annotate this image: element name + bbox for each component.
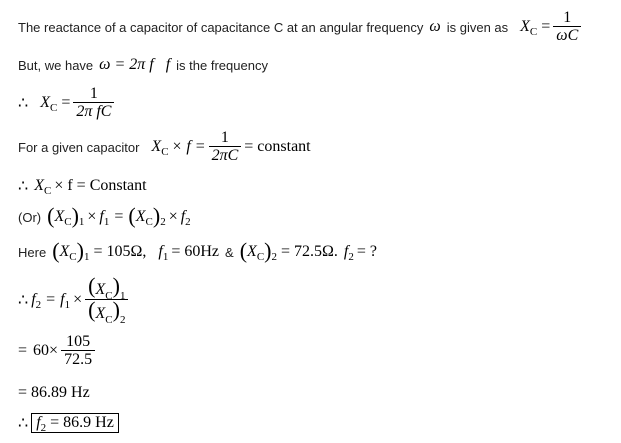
equals-sign: = [541,18,551,35]
reactance-symbol: X [151,138,162,155]
here-text: Here [18,244,47,260]
equals-sign: = [114,208,124,225]
reactance-symbol: X [34,177,44,194]
ampersand: & [225,244,234,260]
line-given-capacitor [18,130,311,164]
line-xc-substituted [18,86,117,120]
fraction-numerator: 1 [220,129,229,146]
fraction-105-over-72-5: $\frac{105}{72.5}$ [61,334,95,368]
reactance-subscript: C [43,185,52,197]
subscript-one: 1 [78,216,85,228]
but-we-have-text: But, we have [18,57,94,73]
f2-unknown: = ? [356,243,377,260]
given-capacitor-text: For a given capacitor [18,139,140,155]
reactance-symbol: X [520,18,530,35]
line-omega-relation [18,56,268,74]
fraction-numerator: 1 [563,9,572,26]
fraction-denominator: 2π fC [73,102,114,120]
frequency-text: is the frequency [176,57,268,73]
line-ratio-relation: (Or) ( X C ) 1 × f 1 = ( X C ) 2 × f 2 [18,203,191,228]
line-substitution: = 60× $\frac{105}{72.5}$ [18,334,98,368]
reactance-symbol: X [54,208,65,225]
final-answer-box: f 2 = 86.9 Hz [31,413,119,433]
therefore-symbol: ∴ [18,95,29,112]
line-reactance-definition [18,10,584,44]
sixty-times: 60× [33,342,59,359]
fraction-xc1-over-xc2: $\frac{(X_C)_1}{(X_C)_2}$ [85,276,128,324]
definition-text: The reactance of a capacitor of capacitance C at an angular frequency [18,19,424,35]
line-product-constant [18,176,147,196]
times-f-equals: × f = [171,138,206,155]
therefore-symbol: ∴ [18,178,29,195]
or-text: (Or) [18,209,42,225]
fraction-one-over-omega-c [553,10,581,44]
equals-sign: = [61,94,71,111]
frequency-symbol: f [99,208,104,225]
subscript-two: 2 [160,216,166,228]
line-final-answer: ∴ f 2 = 86.9 Hz [18,413,119,433]
given-as-text: is given as [446,19,509,35]
line-given-values: Here ( X C ) 1 = 105Ω, f 1 = 60Hz & ( X C ) 2 = 72.5Ω. f 2 = ? [18,238,377,263]
product-constant-text: × f = Constant [54,177,147,194]
xc2-value: = 72.5Ω. [280,243,338,260]
fraction-one-over-two-pi-fc [73,86,114,120]
frequency-symbol: f [165,56,171,73]
xc1-value: = 105Ω, [93,243,147,260]
fraction-denominator: ωC [553,26,581,44]
omega-equation: ω = 2π f [99,56,154,73]
reactance-subscript: C [529,26,538,38]
times-sign: × [87,208,97,225]
line-intermediate-result [18,384,90,402]
f1-value: = 60Hz [171,243,220,260]
reactance-subscript: C [49,102,58,114]
fraction-denominator: 2πC [209,146,242,164]
fraction-one-over-two-pi-c [209,130,242,164]
reactance-subscript: C [161,146,169,158]
line-f2-formula: ∴ f 2 = f 1 × $\frac{(X_C)_1}{(X_C)_2}$ [18,276,131,324]
equals-constant: = constant [244,138,311,155]
reactance-symbol: X [40,94,50,111]
fraction-numerator: 1 [89,85,98,102]
omega-symbol: ω [429,18,441,35]
final-answer-value: = 86.9 Hz [50,414,114,431]
result-86-89: = 86.89 Hz [18,384,90,401]
